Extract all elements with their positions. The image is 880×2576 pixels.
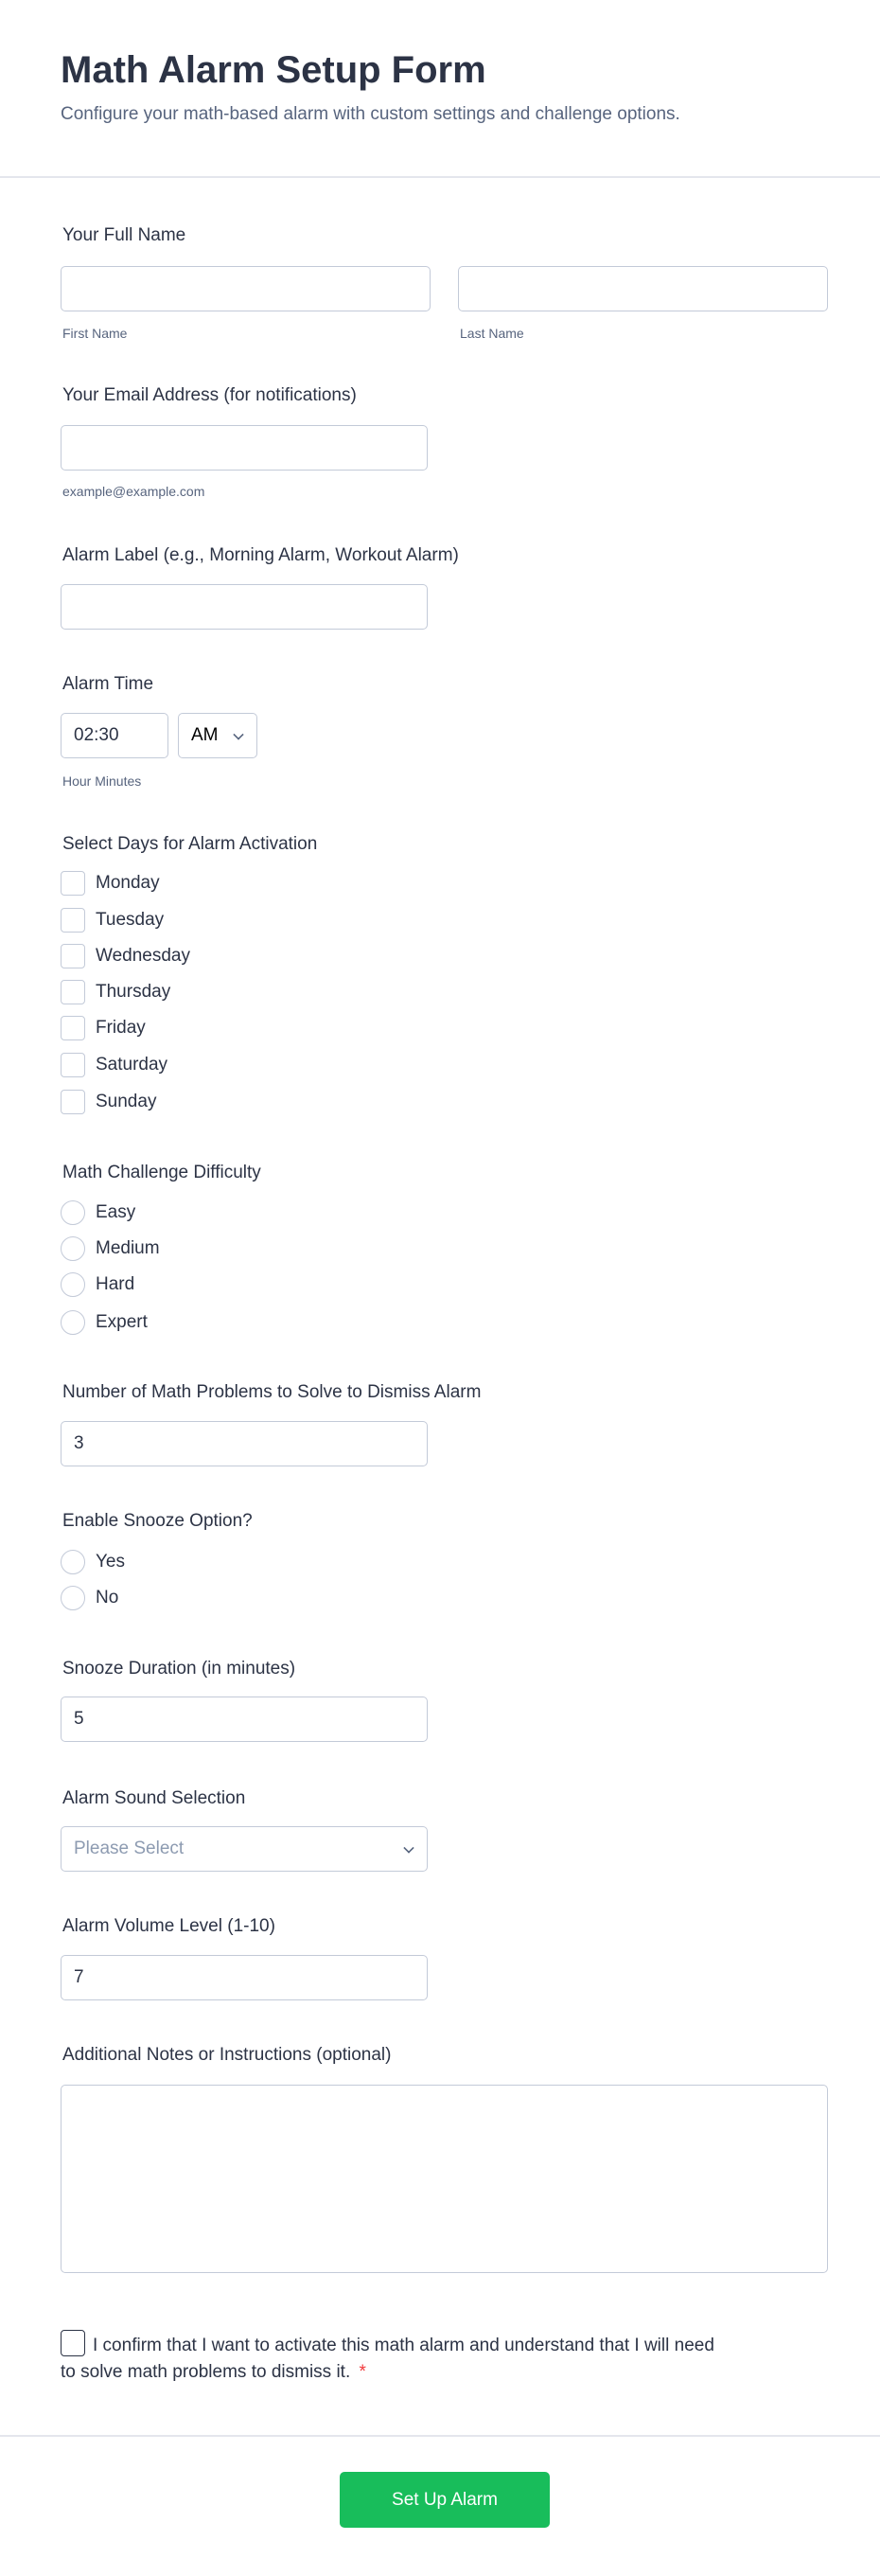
day-option-monday[interactable] — [61, 871, 160, 896]
submit-button[interactable]: Set Up Alarm — [340, 2472, 550, 2528]
difficulty-option-medium[interactable] — [61, 1236, 160, 1261]
ampm-value: AM — [191, 725, 219, 745]
difficulty-option-easy[interactable] — [61, 1200, 135, 1225]
sound-label: Alarm Sound Selection — [62, 1788, 246, 1808]
option-label: Thursday — [96, 982, 171, 1002]
ampm-select[interactable] — [178, 713, 257, 758]
day-option-tuesday[interactable] — [61, 908, 164, 933]
radio[interactable] — [61, 1236, 85, 1261]
checkbox[interactable] — [61, 1090, 85, 1114]
email-input[interactable] — [61, 425, 428, 471]
day-option-saturday[interactable] — [61, 1053, 167, 1077]
problems-input[interactable] — [61, 1421, 428, 1466]
option-label: Friday — [96, 1018, 146, 1038]
day-option-sunday[interactable] — [61, 1090, 156, 1114]
checkbox[interactable] — [61, 980, 85, 1004]
snooze-duration-input[interactable] — [61, 1697, 428, 1742]
option-label: Wednesday — [96, 946, 190, 966]
alarm-label-input[interactable] — [61, 584, 428, 630]
option-label: Saturday — [96, 1055, 168, 1075]
alarm-label-label: Alarm Label (e.g., Morning Alarm, Workout Alarm) — [62, 545, 459, 565]
alarm-time-label: Alarm Time — [62, 674, 154, 694]
snooze-label: Enable Snooze Option? — [62, 1511, 253, 1531]
option-label: Yes — [96, 1552, 125, 1572]
option-label: Monday — [96, 873, 160, 893]
notes-label: Additional Notes or Instructions (optional) — [62, 2045, 392, 2065]
chevron-down-icon — [403, 1842, 414, 1853]
snooze-option-yes[interactable] — [61, 1550, 125, 1574]
chevron-down-icon — [233, 729, 243, 739]
confirm-text: I confirm that I want to activate this math alarm and understand that I will need to solve math problems to dismiss it. — [61, 2336, 714, 2382]
radio[interactable] — [61, 1550, 85, 1574]
volume-input[interactable] — [61, 1955, 428, 2000]
checkbox[interactable] — [61, 908, 85, 933]
page-subtitle: Configure your math-based alarm with custom settings and challenge options. — [61, 104, 680, 124]
option-label: Expert — [96, 1312, 148, 1332]
difficulty-option-expert[interactable] — [61, 1310, 148, 1335]
last-name-sublabel: Last Name — [460, 326, 524, 341]
option-label: Sunday — [96, 1092, 157, 1111]
day-option-thursday[interactable] — [61, 980, 170, 1004]
sound-placeholder: Please Select — [74, 1839, 185, 1858]
page-title: Math Alarm Setup Form — [61, 49, 486, 91]
radio[interactable] — [61, 1272, 85, 1297]
volume-label: Alarm Volume Level (1-10) — [62, 1916, 275, 1936]
snooze-option-no[interactable] — [61, 1586, 118, 1610]
day-option-wednesday[interactable] — [61, 944, 190, 968]
confirm-row[interactable] — [61, 2330, 723, 2386]
footer-divider — [0, 2435, 880, 2437]
alarm-time-input[interactable] — [61, 713, 168, 758]
checkbox[interactable] — [61, 871, 85, 896]
radio[interactable] — [61, 1586, 85, 1610]
option-label: Easy — [96, 1202, 136, 1222]
day-option-friday[interactable] — [61, 1016, 146, 1040]
option-label: Medium — [96, 1238, 160, 1258]
option-label: Hard — [96, 1274, 135, 1294]
alarm-time-value: 02:30 — [74, 725, 119, 745]
radio[interactable] — [61, 1200, 85, 1225]
header-divider — [0, 176, 880, 178]
checkbox[interactable] — [61, 1053, 85, 1077]
snooze-duration-label: Snooze Duration (in minutes) — [62, 1659, 296, 1679]
option-label: Tuesday — [96, 910, 165, 930]
first-name-input[interactable] — [61, 266, 431, 311]
last-name-input[interactable] — [458, 266, 828, 311]
required-mark: * — [359, 2362, 366, 2382]
full-name-label: Your Full Name — [62, 225, 186, 245]
problems-label: Number of Math Problems to Solve to Dismiss Alarm — [62, 1382, 482, 1402]
option-label: No — [96, 1588, 119, 1608]
first-name-sublabel: First Name — [62, 326, 128, 341]
difficulty-label: Math Challenge Difficulty — [62, 1163, 261, 1182]
alarm-time-sublabel: Hour Minutes — [62, 773, 142, 789]
email-label: Your Email Address (for notifications) — [62, 385, 357, 405]
email-sublabel: example@example.com — [62, 484, 205, 499]
confirm-checkbox[interactable] — [61, 2330, 85, 2356]
days-label: Select Days for Alarm Activation — [62, 834, 318, 854]
radio[interactable] — [61, 1310, 85, 1335]
checkbox[interactable] — [61, 944, 85, 968]
sound-select[interactable] — [61, 1826, 428, 1872]
checkbox[interactable] — [61, 1016, 85, 1040]
notes-textarea[interactable] — [61, 2085, 828, 2273]
difficulty-option-hard[interactable] — [61, 1272, 134, 1297]
